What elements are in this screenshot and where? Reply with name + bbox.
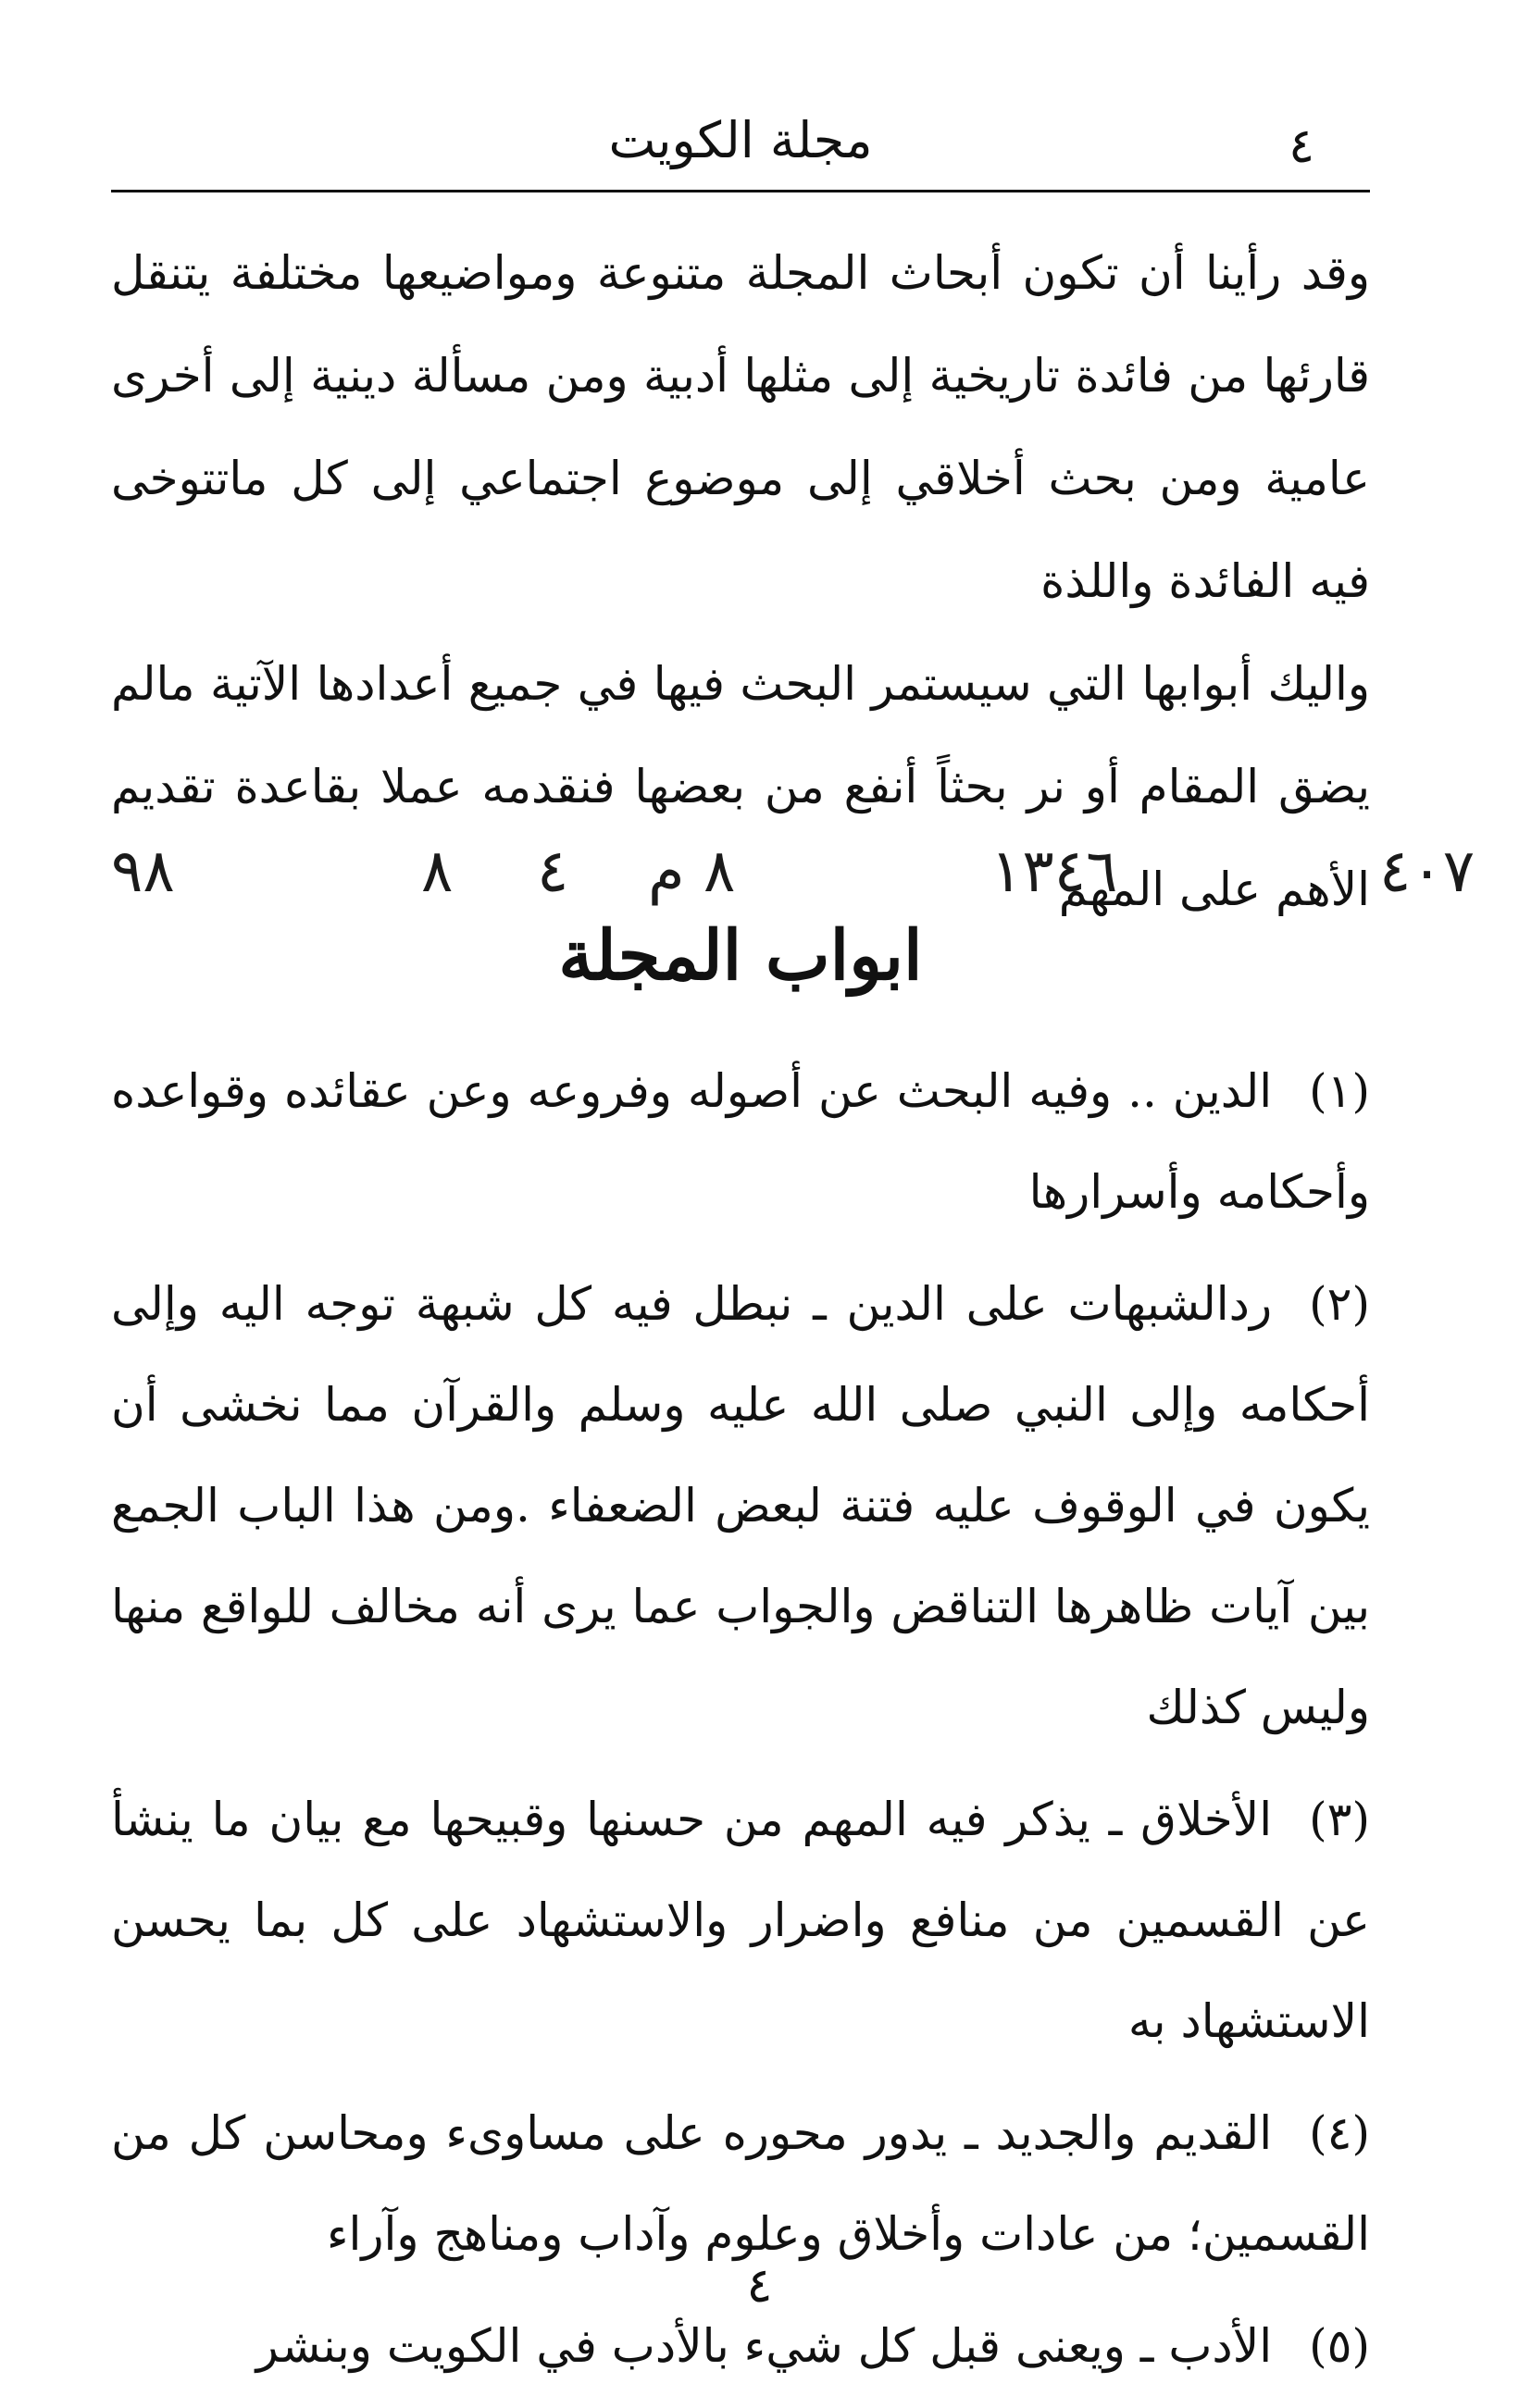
section-number: (١) (1309, 1064, 1370, 1118)
annotation-number: ١٣٤٦ (990, 838, 1118, 906)
annotation-number: ٨ م (648, 838, 736, 906)
annotation-number: ٤٠٧ (1379, 838, 1475, 906)
section-number: (٤) (1309, 2106, 1370, 2160)
header-page-number: ٤ (1289, 118, 1314, 174)
section-item (111, 1041, 1370, 1243)
intro-paragraph: وقد رأينا أن تكون أبحاث المجلة متنوعة ومواضيعها مختلفة يتنقل قارئها من فائدة تاريخية إلى مثلها أدبية ومن مسألة دينية إلى أخرى عامية ومن بحث أخلاقي إلى موضوع اجتماعي إلى كل ماتتوخى فيه الفائدة واللذة (111, 246, 1370, 608)
footer-page-number: ٤ (746, 2258, 773, 2314)
sections-list (111, 1041, 1370, 2408)
annotation-number: ٨ (421, 838, 454, 906)
journal-title: مجلة الكويت (608, 111, 873, 169)
annotation-number: ٤ (537, 838, 569, 906)
section-number: (٢) (1309, 1277, 1370, 1331)
section-item (111, 1254, 1370, 1758)
section-text: الأخلاق ـ يذكر فيه المهم من حسنها وقبيحها مع بيان ما ينشأ عن القسمين من منافع واضرار والاستشهاد على كل بما يحسن الاستشهاد به (111, 1793, 1370, 2048)
running-header (111, 111, 1370, 194)
intro-text (111, 222, 1370, 941)
section-number: (٥) (1309, 2319, 1370, 2373)
header-rule (111, 190, 1370, 192)
section-item (111, 2083, 1370, 2285)
annotation-number: ٩٨ (111, 838, 175, 906)
section-item (111, 1769, 1370, 2072)
section-text: الدين .. وفيه البحث عن أصوله وفروعه وعن عقائده وقواعده وأحكامه وأسرارها (111, 1064, 1370, 1219)
handwritten-annotation (102, 838, 1475, 921)
section-text: القديم والجديد ـ يدور محوره على مساوىء ومحاسن كل من القسمين؛ من عادات وأخلاق وعلوم وآداب ومناهج وآراء (111, 2106, 1370, 2261)
intro-paragraph: واليك أبوابها التي سيستمر البحث فيها في جميع أعدادها الآتية مالم يضق المقام أو نر بحثاً أنفع من بعضها فنقدمه عملا بقاعدة تقديم الأهم على المهم (111, 657, 1370, 916)
section-number: (٣) (1309, 1793, 1370, 1846)
section-heading: ابواب المجلة (558, 916, 923, 996)
section-text: ردالشبهات على الدين ـ نبطل فيه كل شبهة توجه اليه وإلى أحكامه وإلى النبي صلى الله عليه وسلم والقرآن مما نخشى أن يكون في الوقوف عليه فتنة لبعض الضعفاء .ومن هذا الباب الجمع بين آيات ظاهرها التناقض والجواب عما يرى أنه مخالف للواقع منها وليس كذلك (111, 1277, 1370, 1734)
section-text: الأدب ـ ويعنى قبل كل شيء بالأدب في الكويت وبنشر (255, 2319, 1273, 2373)
